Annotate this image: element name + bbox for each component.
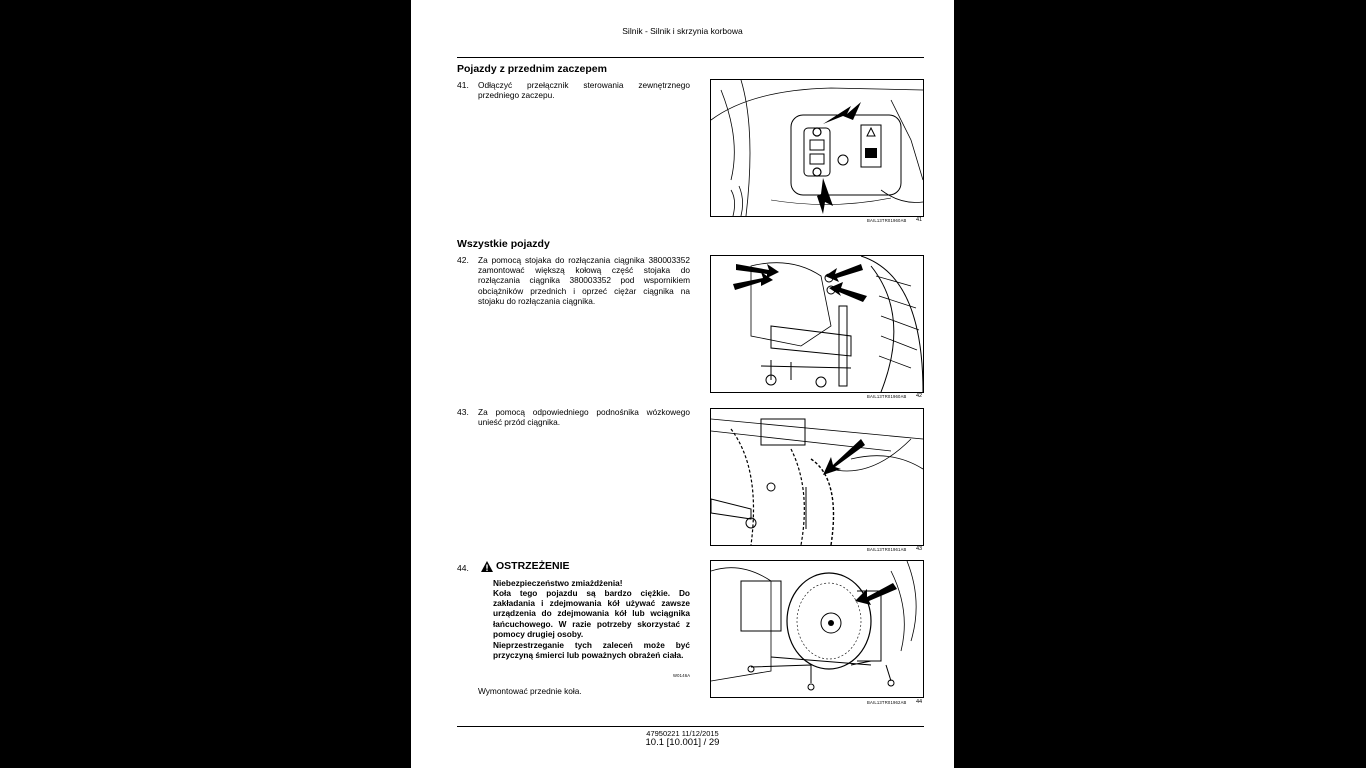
figure-43-image [710,408,924,546]
step-44-number: 44. [457,563,469,573]
figure-44-image [710,560,924,698]
figure-44-caption: BAIL13TR01962AB [867,700,907,705]
figure-41-image [710,79,924,217]
figure-43-number: 43 [916,546,923,552]
warning-triangle-icon [481,561,493,572]
document-page [411,0,954,768]
step-42-number: 42. [457,255,469,265]
warning-paragraph-2: Nieprzestrzeganie tych zaleceń może być przyczyną śmierci lub poważnych obrażeń ciała. [493,640,690,661]
section-heading-front-hitch: Pojazdy z przednim zaczepem [457,63,607,75]
warning-crush-line: Niebezpieczeństwo zmiażdżenia! [493,578,623,588]
figure-41-caption: BAIL13TR01960AB [867,218,907,223]
figure-44-number: 44 [916,699,923,705]
figure-42-image [710,255,924,393]
warning-code: W0146A [673,673,691,678]
warning-title: OSTRZEŻENIE [496,560,570,572]
footer-doc-id: 47950221 11/12/2015 [646,729,719,738]
figure-42-number: 42 [916,393,923,399]
step-43-text: Za pomocą odpowiedniego podnośnika wózkowego unieść przód ciągnika. [478,407,690,428]
figure-43-caption: BAIL13TR01961AB [867,547,907,552]
step-42-text: Za pomocą stojaka do rozłączania ciągnika 380003352 zamontować większą kołową część stojaka do rozłączania ciągnika 380003352 pod wspornikiem obciążników przednich i oprzeć ciężar ciągnika na stojaku do rozłączania ciągnika. [478,255,690,306]
step-41-text: Odłączyć przełącznik sterowania zewnętrznego przedniego zaczepu. [478,80,690,101]
header-rule [457,57,924,58]
step-43-number: 43. [457,407,469,417]
footer-page-number: 10.1 [10.001] / 29 [645,737,720,748]
warning-heading [481,560,570,572]
figure-42-caption: BAIL13TR01960AB [867,394,907,399]
page-header: Silnik - Silnik i skrzynia korbowa [622,26,743,36]
section-heading-all-vehicles: Wszystkie pojazdy [457,238,550,250]
step-41-number: 41. [457,80,469,90]
footer-rule [457,726,924,727]
warning-paragraph-1: Koła tego pojazdu są bardzo ciężkie. Do zakładania i zdejmowania kół używać zawsze urządzenia do zdejmowania kół lub wciągnika łańcuchowego. W razie potrzeby skorzystać z pomocy drugiej osoby. [493,588,690,639]
step-44-text: Wymontować przednie koła. [478,686,582,696]
figure-41-number: 41 [916,217,923,223]
